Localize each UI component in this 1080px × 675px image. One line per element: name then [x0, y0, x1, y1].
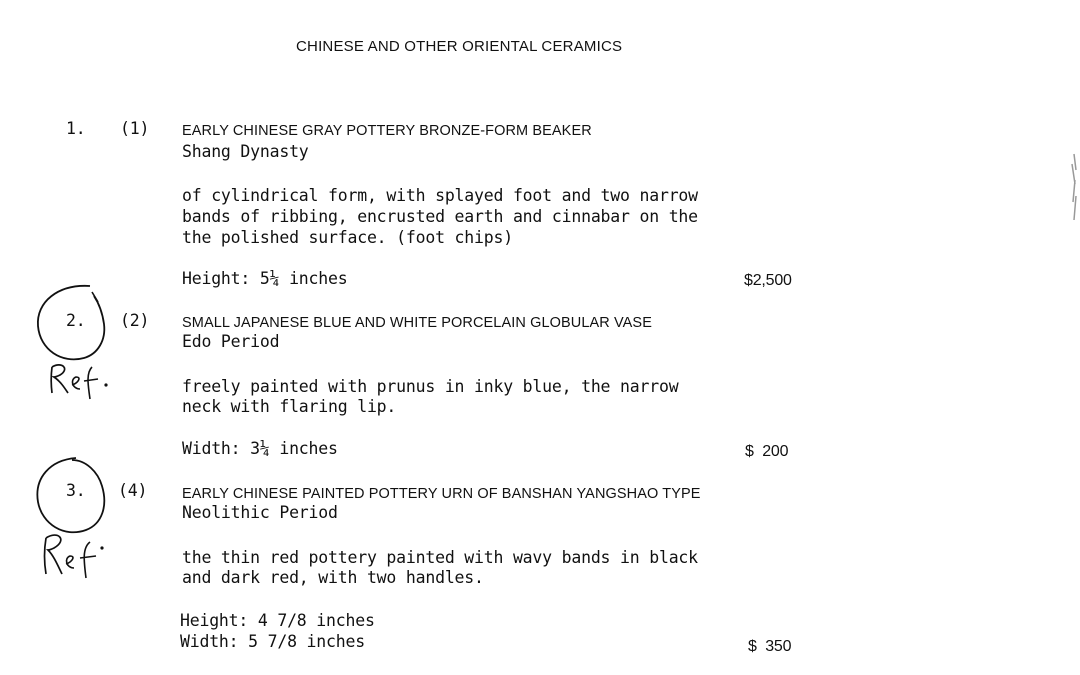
lot-description-line: neck with flaring lip. — [182, 397, 397, 416]
lot-description-line: the thin red pottery painted with wavy bands in black — [182, 548, 698, 567]
lot-price: $2,500 — [744, 272, 792, 289]
page-title: CHINESE AND OTHER ORIENTAL CERAMICS — [296, 38, 623, 55]
lot-dimension: Width: 3¼ inches — [182, 439, 338, 458]
lot-period: Edo Period — [182, 332, 280, 351]
lot-name: SMALL JAPANESE BLUE AND WHITE PORCELAIN GLOBULAR VASE — [182, 315, 652, 331]
lot-description-line: freely painted with prunus in inky blue, the narrow — [182, 377, 679, 396]
lot-number: 2. — [66, 311, 86, 330]
lot-ref: (2) — [120, 311, 150, 330]
lot-description-line: the polished surface. (foot chips) — [182, 228, 513, 247]
lot-dimension: Height: 4 7/8 inches — [180, 611, 375, 630]
lot-ref: (1) — [120, 119, 150, 138]
lot-name: EARLY CHINESE PAINTED POTTERY URN OF BANSHAN YANGSHAO TYPE — [182, 486, 701, 502]
lot-period: Neolithic Period — [182, 503, 338, 522]
handwritten-circle-lot-2 — [28, 280, 118, 410]
lot-price: $ 200 — [745, 443, 789, 460]
lot-description-line: and dark red, with two handles. — [182, 568, 484, 587]
lot-dimension: Width: 5 7/8 inches — [180, 632, 365, 651]
lot-name: EARLY CHINESE GRAY POTTERY BRONZE-FORM BEAKER — [182, 123, 592, 139]
lot-period: Shang Dynasty — [182, 142, 309, 161]
handwritten-ref-lot-2 — [46, 355, 118, 403]
lot-number: 1. — [66, 119, 86, 138]
handwritten-ref-lot-3 — [38, 528, 110, 582]
lot-description-line: bands of ribbing, encrusted earth and cinnabar on the — [182, 207, 698, 226]
lot-dimension: Height: 5¼ inches — [182, 269, 348, 288]
lot-number: 3. — [66, 481, 86, 500]
lot-price: $ 350 — [748, 638, 792, 655]
lot-ref: (4) — [118, 481, 148, 500]
lot-description-line: of cylindrical form, with splayed foot and two narrow — [182, 186, 698, 205]
scan-edge-artifact — [1066, 150, 1080, 230]
